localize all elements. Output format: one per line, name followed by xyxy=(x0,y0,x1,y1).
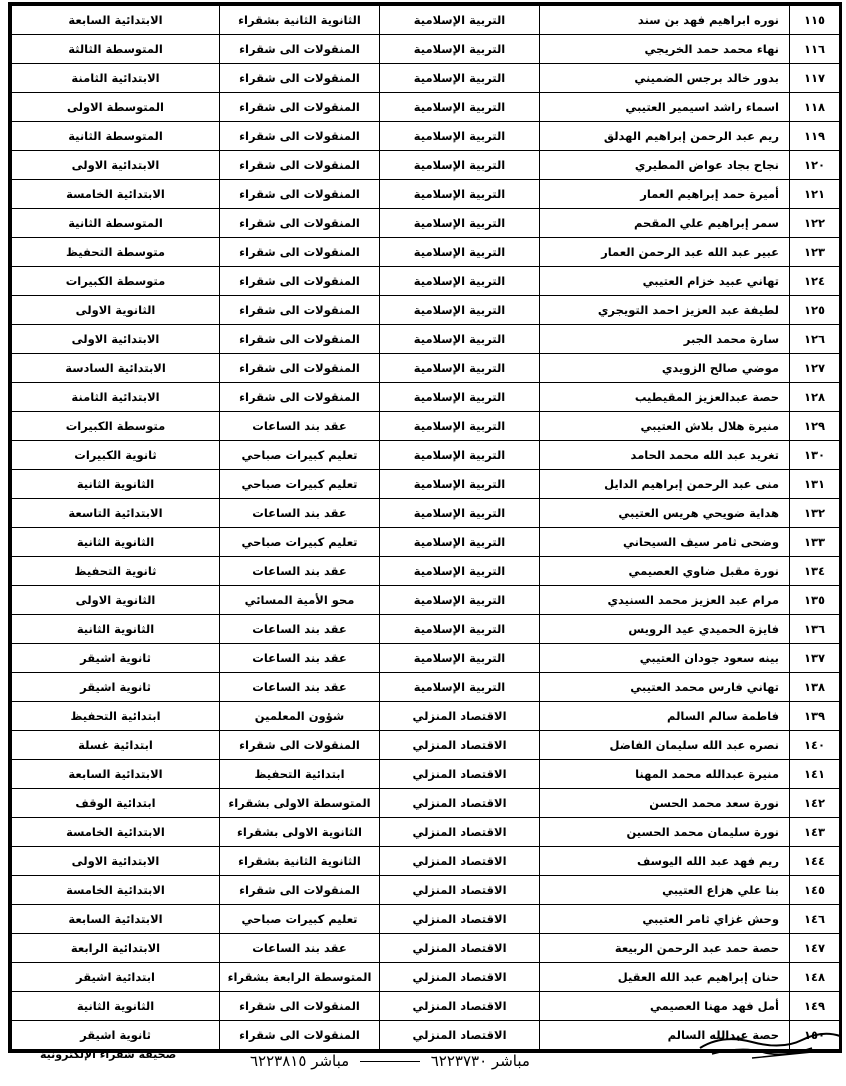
cell-from: تعليم كبيرات صباحي xyxy=(220,905,380,934)
cell-spec: التربية الإسلامية xyxy=(380,209,540,238)
cell-spec: التربية الإسلامية xyxy=(380,644,540,673)
cell-spec: التربية الإسلامية xyxy=(380,499,540,528)
table-row xyxy=(12,615,840,644)
cell-spec: الاقتصاد المنزلي xyxy=(380,789,540,818)
cell-spec: التربية الإسلامية xyxy=(380,122,540,151)
cell-spec: التربية الإسلامية xyxy=(380,325,540,354)
cell-spec: الاقتصاد المنزلي xyxy=(380,702,540,731)
cell-name: اسماء راشد اسيمير العتيبي xyxy=(540,93,790,122)
cell-from: المنقولات الى شقراء xyxy=(220,238,380,267)
cell-name: تهاني فارس محمد العتيبي xyxy=(540,673,790,702)
cell-to: الابتدائية الخامسة xyxy=(12,818,220,847)
cell-to: الابتدائية الاولى xyxy=(12,847,220,876)
cell-num: ١٣١ xyxy=(790,470,840,499)
cell-from: الثانوية الاولى بشقراء xyxy=(220,818,380,847)
cell-spec: الاقتصاد المنزلي xyxy=(380,1021,540,1050)
phone-label-1: مباشر xyxy=(491,1052,530,1070)
cell-spec: الاقتصاد المنزلي xyxy=(380,992,540,1021)
cell-num: ١٣٠ xyxy=(790,441,840,470)
table-row xyxy=(12,499,840,528)
table-row xyxy=(12,441,840,470)
cell-name: فايزة الحميدي عيد الرويس xyxy=(540,615,790,644)
cell-to: المتوسطة الاولى xyxy=(12,93,220,122)
cell-name: حصة حمد عبد الرحمن الربيعة xyxy=(540,934,790,963)
cell-spec: التربية الإسلامية xyxy=(380,528,540,557)
cell-num: ١٣٤ xyxy=(790,557,840,586)
table-row xyxy=(12,209,840,238)
cell-from: المنقولات الى شقراء xyxy=(220,1021,380,1050)
cell-num: ١٣٨ xyxy=(790,673,840,702)
cell-to: ابتدائية غسلة xyxy=(12,731,220,760)
phone-2: ٦٢٢٣٨١٥ xyxy=(250,1052,307,1070)
cell-spec: الاقتصاد المنزلي xyxy=(380,876,540,905)
cell-to: الابتدائية الاولى xyxy=(12,151,220,180)
cell-name: نورة سعد محمد الحسن xyxy=(540,789,790,818)
cell-to: ثانوية التحفيظ xyxy=(12,557,220,586)
table-row xyxy=(12,180,840,209)
table-row xyxy=(12,470,840,499)
cell-to: المتوسطة الثالثة xyxy=(12,35,220,64)
cell-num: ١٢٢ xyxy=(790,209,840,238)
cell-to: متوسطة الكبيرات xyxy=(12,267,220,296)
cell-from: تعليم كبيرات صباحي xyxy=(220,441,380,470)
cell-to: الابتدائية السابعة xyxy=(12,760,220,789)
cell-from: المنقولات الى شقراء xyxy=(220,992,380,1021)
table-row xyxy=(12,6,840,35)
cell-to: الثانوية الثانية xyxy=(12,528,220,557)
cell-spec: الاقتصاد المنزلي xyxy=(380,963,540,992)
cell-num: ١٢٧ xyxy=(790,354,840,383)
cell-to: المتوسطة الثانية xyxy=(12,209,220,238)
cell-from: المنقولات الى شقراء xyxy=(220,122,380,151)
cell-from: المنقولات الى شقراء xyxy=(220,731,380,760)
cell-from: المنقولات الى شقراء xyxy=(220,151,380,180)
table-row xyxy=(12,934,840,963)
cell-to: الابتدائية التاسعة xyxy=(12,499,220,528)
cell-num: ١٢٣ xyxy=(790,238,840,267)
cell-from: المنقولات الى شقراء xyxy=(220,325,380,354)
cell-to: ابتدائية التحفيظ xyxy=(12,702,220,731)
cell-name: هداية ضويحي هريس العتيبي xyxy=(540,499,790,528)
cell-name: ريم عبد الرحمن إبراهيم الهدلق xyxy=(540,122,790,151)
cell-from: تعليم كبيرات صباحي xyxy=(220,528,380,557)
cell-to: المتوسطة الثانية xyxy=(12,122,220,151)
site-name: صحيفة شقراء الإلكترونية xyxy=(40,1048,177,1061)
table-row xyxy=(12,35,840,64)
cell-name: سارة محمد الجبر xyxy=(540,325,790,354)
cell-from: عقد بند الساعات xyxy=(220,934,380,963)
cell-name: نورة مقبل ضاوي العصيمي xyxy=(540,557,790,586)
cell-to: الابتدائية الثامنة xyxy=(12,64,220,93)
table-row xyxy=(12,64,840,93)
cell-spec: الاقتصاد المنزلي xyxy=(380,818,540,847)
cell-from: المنقولات الى شقراء xyxy=(220,354,380,383)
table-row xyxy=(12,702,840,731)
cell-to: ثانوية اشيقر xyxy=(12,644,220,673)
table-row xyxy=(12,325,840,354)
cell-to: الثانوية الاولى xyxy=(12,296,220,325)
cell-from: المنقولات الى شقراء xyxy=(220,35,380,64)
cell-num: ١٤٣ xyxy=(790,818,840,847)
table-row xyxy=(12,122,840,151)
cell-from: المنقولات الى شقراء xyxy=(220,180,380,209)
cell-num: ١٤٥ xyxy=(790,876,840,905)
cell-to: الابتدائية الاولى xyxy=(12,325,220,354)
cell-spec: التربية الإسلامية xyxy=(380,296,540,325)
cell-from: عقد بند الساعات xyxy=(220,499,380,528)
table-row xyxy=(12,267,840,296)
table-row xyxy=(12,528,840,557)
cell-from: محو الأمية المسائي xyxy=(220,586,380,615)
cell-name: لطيفة عبد العزيز احمد التويجري xyxy=(540,296,790,325)
cell-name: تغريد عبد الله محمد الحامد xyxy=(540,441,790,470)
cell-spec: التربية الإسلامية xyxy=(380,267,540,296)
cell-name: مرام عبد العزيز محمد السنيدي xyxy=(540,586,790,615)
cell-spec: التربية الإسلامية xyxy=(380,180,540,209)
cell-num: ١٢٠ xyxy=(790,151,840,180)
cell-to: ثانوية الكبيرات xyxy=(12,441,220,470)
cell-from: عقد بند الساعات xyxy=(220,557,380,586)
cell-name: نجاح بجاد عواض المطيري xyxy=(540,151,790,180)
cell-to: ابتدائية اشيقر xyxy=(12,963,220,992)
cell-spec: التربية الإسلامية xyxy=(380,354,540,383)
cell-to: الثانوية الثانية xyxy=(12,992,220,1021)
cell-num: ١٣٥ xyxy=(790,586,840,615)
cell-num: ١٤٧ xyxy=(790,934,840,963)
phone-numbers xyxy=(250,1052,530,1070)
cell-name: أميرة حمد إبراهيم العمار xyxy=(540,180,790,209)
cell-name: نوره ابراهيم فهد بن سند xyxy=(540,6,790,35)
cell-from: عقد بند الساعات xyxy=(220,644,380,673)
table-row xyxy=(12,354,840,383)
cell-to: الابتدائية الخامسة xyxy=(12,876,220,905)
cell-from: المنقولات الى شقراء xyxy=(220,876,380,905)
cell-name: عبير عبد الله عبد الرحمن العمار xyxy=(540,238,790,267)
cell-spec: الاقتصاد المنزلي xyxy=(380,905,540,934)
cell-from: المنقولات الى شقراء xyxy=(220,93,380,122)
cell-from: عقد بند الساعات xyxy=(220,615,380,644)
cell-num: ١١٥ xyxy=(790,6,840,35)
cell-num: ١٣٧ xyxy=(790,644,840,673)
cell-from: عقد بند الساعات xyxy=(220,673,380,702)
roster-body xyxy=(12,6,840,1050)
cell-name: تهاني عبيد خزام العتيبي xyxy=(540,267,790,296)
cell-from: الثانوية الثانية بشقراء xyxy=(220,6,380,35)
table-row xyxy=(12,557,840,586)
cell-to: ثانوية اشيقر xyxy=(12,673,220,702)
cell-to: الثانوية الاولى xyxy=(12,586,220,615)
cell-num: ١٢٤ xyxy=(790,267,840,296)
cell-to: الابتدائية الثامنة xyxy=(12,383,220,412)
cell-name: منى عبد الرحمن إبراهيم الدايل xyxy=(540,470,790,499)
cell-name: ريم فهد عبد الله اليوسف xyxy=(540,847,790,876)
cell-num: ١٣٩ xyxy=(790,702,840,731)
cell-num: ١١٧ xyxy=(790,64,840,93)
table-row xyxy=(12,818,840,847)
cell-name: بدور خالد برجس الضميني xyxy=(540,64,790,93)
cell-to: الابتدائية الرابعة xyxy=(12,934,220,963)
table-row xyxy=(12,673,840,702)
cell-to: متوسطة التحفيظ xyxy=(12,238,220,267)
table-row xyxy=(12,905,840,934)
table-row xyxy=(12,412,840,441)
cell-num: ١٥٠ xyxy=(790,1021,840,1050)
cell-num: ١٢٦ xyxy=(790,325,840,354)
cell-from: عقد بند الساعات xyxy=(220,412,380,441)
cell-spec: الاقتصاد المنزلي xyxy=(380,934,540,963)
cell-spec: التربية الإسلامية xyxy=(380,470,540,499)
cell-num: ١٢٩ xyxy=(790,412,840,441)
cell-num: ١٤٦ xyxy=(790,905,840,934)
cell-spec: التربية الإسلامية xyxy=(380,64,540,93)
table-row xyxy=(12,731,840,760)
cell-to: الابتدائية الخامسة xyxy=(12,180,220,209)
roster-table xyxy=(11,5,840,1050)
cell-name: نهاء محمد حمد الخريجي xyxy=(540,35,790,64)
phone-divider xyxy=(360,1061,420,1062)
cell-to: الابتدائية السابعة xyxy=(12,6,220,35)
cell-from: المتوسطة الاولى بشقراء xyxy=(220,789,380,818)
cell-to: متوسطة الكبيرات xyxy=(12,412,220,441)
cell-name: بينه سعود جودان العتيبي xyxy=(540,644,790,673)
cell-spec: التربية الإسلامية xyxy=(380,35,540,64)
page-footer xyxy=(0,1026,846,1086)
cell-num: ١٢١ xyxy=(790,180,840,209)
table-row xyxy=(12,151,840,180)
cell-from: تعليم كبيرات صباحي xyxy=(220,470,380,499)
cell-num: ١٤٨ xyxy=(790,963,840,992)
cell-spec: الاقتصاد المنزلي xyxy=(380,760,540,789)
cell-name: موضي صالح الزويدي xyxy=(540,354,790,383)
table-row xyxy=(12,296,840,325)
cell-spec: التربية الإسلامية xyxy=(380,673,540,702)
cell-spec: التربية الإسلامية xyxy=(380,586,540,615)
table-row xyxy=(12,760,840,789)
table-row xyxy=(12,644,840,673)
cell-to: الابتدائية السادسة xyxy=(12,354,220,383)
cell-name: حنان إبراهيم عبد الله العقيل xyxy=(540,963,790,992)
cell-num: ١٣٢ xyxy=(790,499,840,528)
cell-from: المنقولات الى شقراء xyxy=(220,383,380,412)
cell-to: الثانوية الثانية xyxy=(12,615,220,644)
table-row xyxy=(12,847,840,876)
cell-spec: التربية الإسلامية xyxy=(380,557,540,586)
cell-name: فاطمة سالم السالم xyxy=(540,702,790,731)
phone-1: ٦٢٢٣٧٣٠ xyxy=(430,1052,488,1070)
cell-spec: الاقتصاد المنزلي xyxy=(380,847,540,876)
cell-from: المتوسطة الرابعة بشقراء xyxy=(220,963,380,992)
cell-num: ١١٨ xyxy=(790,93,840,122)
cell-num: ١٤٩ xyxy=(790,992,840,1021)
cell-from: المنقولات الى شقراء xyxy=(220,64,380,93)
cell-spec: التربية الإسلامية xyxy=(380,151,540,180)
cell-from: ابتدائية التحفيظ xyxy=(220,760,380,789)
table-row xyxy=(12,963,840,992)
cell-name: سمر إبراهيم علي المقحم xyxy=(540,209,790,238)
cell-from: المنقولات الى شقراء xyxy=(220,267,380,296)
cell-spec: التربية الإسلامية xyxy=(380,441,540,470)
cell-num: ١٤٢ xyxy=(790,789,840,818)
cell-spec: التربية الإسلامية xyxy=(380,412,540,441)
cell-to: ابتدائية الوقف xyxy=(12,789,220,818)
table-row xyxy=(12,876,840,905)
cell-from: شؤون المعلمين xyxy=(220,702,380,731)
cell-spec: التربية الإسلامية xyxy=(380,93,540,122)
cell-name: بنا علي هزاع العتيبي xyxy=(540,876,790,905)
cell-num: ١٤٤ xyxy=(790,847,840,876)
table-row xyxy=(12,238,840,267)
cell-name: منيرة هلال بلاش العتيبي xyxy=(540,412,790,441)
cell-name: وحش غزاي ثامر العتيبي xyxy=(540,905,790,934)
cell-from: الثانوية الثانية بشقراء xyxy=(220,847,380,876)
cell-spec: التربية الإسلامية xyxy=(380,383,540,412)
phone-label-2: مباشر xyxy=(311,1052,350,1070)
cell-num: ١١٩ xyxy=(790,122,840,151)
cell-name: حصة عبدالله السالم xyxy=(540,1021,790,1050)
cell-spec: التربية الإسلامية xyxy=(380,238,540,267)
cell-name: نورة سليمان محمد الحسين xyxy=(540,818,790,847)
table-row xyxy=(12,992,840,1021)
table-row xyxy=(12,789,840,818)
cell-name: حصة عبدالعزيز المقيطيب xyxy=(540,383,790,412)
cell-num: ١٢٨ xyxy=(790,383,840,412)
cell-from: المنقولات الى شقراء xyxy=(220,296,380,325)
table-row xyxy=(12,586,840,615)
cell-name: وضحى ثامر سيف السيحاني xyxy=(540,528,790,557)
cell-name: نصره عبد الله سليمان الفاضل xyxy=(540,731,790,760)
cell-num: ١٤١ xyxy=(790,760,840,789)
roster-sheet xyxy=(8,2,842,1053)
cell-num: ١١٦ xyxy=(790,35,840,64)
cell-num: ١٣٦ xyxy=(790,615,840,644)
cell-to: ثانوية اشيقر xyxy=(12,1021,220,1050)
handwritten-signature-icon xyxy=(692,1028,842,1068)
cell-spec: التربية الإسلامية xyxy=(380,6,540,35)
cell-from: المنقولات الى شقراء xyxy=(220,209,380,238)
cell-name: منيرة عبدالله محمد المهنا xyxy=(540,760,790,789)
cell-spec: التربية الإسلامية xyxy=(380,615,540,644)
cell-to: الابتدائية السابعة xyxy=(12,905,220,934)
cell-num: ١٣٣ xyxy=(790,528,840,557)
cell-name: أمل فهد مهنا العصيمي xyxy=(540,992,790,1021)
cell-num: ١٢٥ xyxy=(790,296,840,325)
table-row xyxy=(12,93,840,122)
cell-num: ١٤٠ xyxy=(790,731,840,760)
cell-to: الثانوية الثانية xyxy=(12,470,220,499)
cell-spec: الاقتصاد المنزلي xyxy=(380,731,540,760)
table-row xyxy=(12,383,840,412)
